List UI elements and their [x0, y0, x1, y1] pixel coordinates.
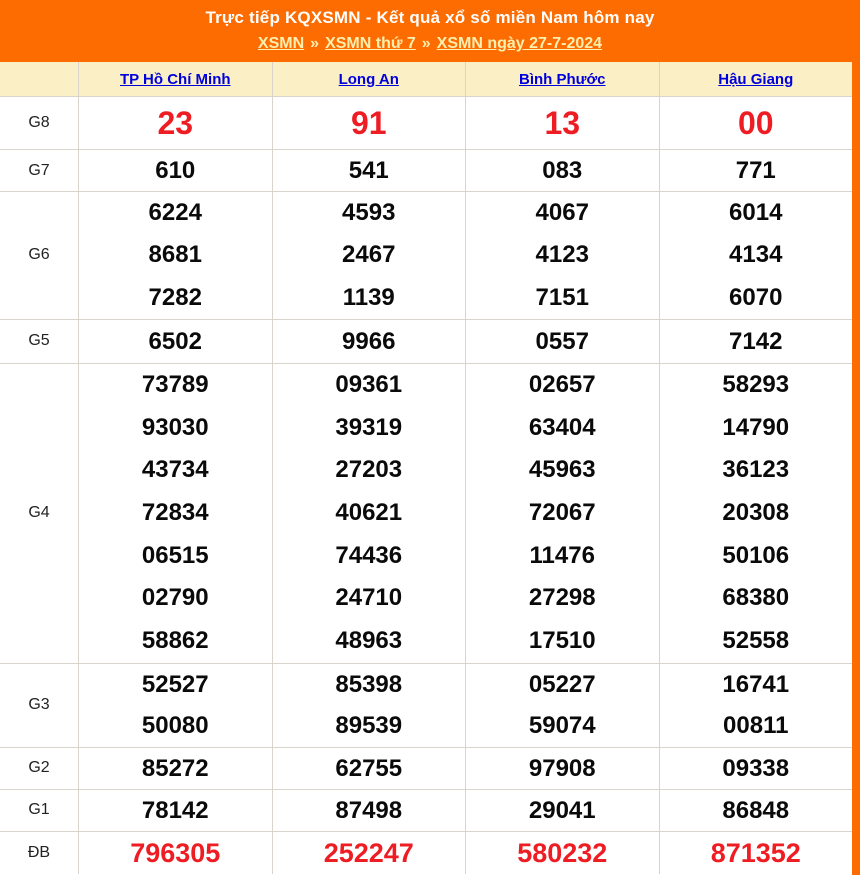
- prize-cell: [78, 790, 272, 831]
- prize-value: 871352: [710, 837, 801, 868]
- prize-value: 72067: [528, 498, 596, 526]
- prize-cell: [272, 150, 466, 191]
- prize-value: 252247: [323, 837, 414, 868]
- prize-value: 7142: [729, 327, 783, 355]
- prize-value: 78142: [141, 796, 209, 824]
- prize-value: 16741: [722, 670, 790, 698]
- prize-value: 4593: [342, 199, 396, 226]
- row-label: G8: [28, 114, 50, 131]
- prize-cell: [465, 320, 659, 363]
- prize-value: 68380: [722, 584, 790, 612]
- breadcrumb-link-xsmn[interactable]: XSMN: [257, 35, 305, 52]
- prize-cell: [272, 364, 466, 663]
- prize-value: 4067: [535, 199, 589, 226]
- prize-cell: [659, 832, 853, 874]
- breadcrumb-separator: »: [310, 35, 320, 52]
- table-row-9: [0, 832, 852, 874]
- prize-value: 796305: [130, 837, 221, 868]
- prize-cell: [78, 320, 272, 363]
- prize-value: 7151: [535, 283, 589, 311]
- prize-value: 0557: [535, 327, 589, 355]
- prize-value: 11476: [529, 541, 595, 569]
- prize-value: 29041: [528, 796, 596, 824]
- breadcrumb-link-xsmn-ngay[interactable]: XSMN ngày 27-7-2024: [436, 35, 603, 52]
- prize-value: 27203: [335, 456, 403, 484]
- prize-value: 40621: [335, 498, 403, 526]
- prize-cell: [659, 790, 853, 831]
- prize-cell: [465, 192, 659, 319]
- prize-cell: [465, 832, 659, 874]
- prize-cell: [659, 192, 853, 319]
- prize-value: 72834: [141, 498, 209, 526]
- prize-cell: [272, 748, 466, 789]
- prize-value: 63404: [528, 413, 596, 441]
- column-header-long-an[interactable]: Long An: [272, 62, 466, 96]
- prize-value: 771: [735, 157, 776, 184]
- prize-value: 58293: [722, 370, 790, 398]
- prize-cell: [272, 320, 466, 363]
- prize-value: 27298: [528, 584, 596, 612]
- prize-value: 580232: [517, 837, 608, 868]
- prize-value: 50080: [141, 712, 209, 740]
- prize-value: 06515: [141, 541, 209, 569]
- prize-value: 20308: [722, 498, 790, 526]
- prize-value: 6014: [729, 199, 783, 226]
- prize-value: 85272: [141, 754, 209, 782]
- prize-value: 4123: [535, 241, 589, 269]
- prize-value: 45963: [528, 456, 596, 484]
- prize-cell: [465, 150, 659, 191]
- prize-value: 02790: [141, 584, 209, 612]
- prize-value: 50106: [722, 541, 790, 569]
- prize-value: 05227: [528, 670, 596, 698]
- prize-value: 36123: [722, 456, 790, 484]
- breadcrumb-link-xsmn-thu-7[interactable]: XSMN thứ 7: [325, 35, 416, 52]
- prize-value: 6070: [729, 283, 783, 311]
- prize-value: 8681: [148, 241, 202, 269]
- prize-value: 09361: [335, 370, 403, 398]
- prize-cell: [465, 664, 659, 747]
- prize-value: 9966: [342, 327, 396, 355]
- prize-cell: [465, 790, 659, 831]
- table-row-6: [0, 664, 852, 748]
- row-label: G3: [28, 696, 50, 714]
- row-label: G7: [28, 161, 50, 179]
- prize-value: 62755: [335, 754, 403, 782]
- prize-value: 48963: [335, 627, 403, 655]
- prize-cell: [272, 790, 466, 831]
- prize-value: 39319: [335, 413, 403, 441]
- table-row-1: [0, 97, 852, 150]
- column-header-binh-phuoc[interactable]: Bình Phước: [465, 62, 659, 96]
- prize-value: 52527: [141, 670, 209, 698]
- prize-value: 6502: [148, 327, 202, 355]
- prize-cell: [465, 748, 659, 789]
- prize-value: 00811: [723, 712, 789, 740]
- prize-cell: [659, 748, 853, 789]
- prize-cell: [78, 664, 272, 747]
- prize-value: 09338: [722, 754, 790, 782]
- prize-cell: [659, 150, 853, 191]
- row-label: ĐB: [27, 843, 51, 861]
- prize-cell: [78, 192, 272, 319]
- prize-value: 14790: [722, 413, 790, 441]
- prize-cell: [659, 664, 853, 747]
- prize-value: 7282: [148, 283, 202, 311]
- table-row-2: [0, 150, 852, 192]
- prize-value: 93030: [141, 413, 209, 441]
- prize-value: 02657: [528, 370, 596, 398]
- row-label: G6: [28, 246, 50, 264]
- prize-value: 86848: [722, 796, 790, 824]
- column-header-hau-giang[interactable]: Hậu Giang: [659, 62, 853, 96]
- prize-cell: [659, 97, 853, 149]
- breadcrumb-separator: »: [421, 35, 431, 52]
- prize-cell: [272, 664, 466, 747]
- prize-value: 43734: [141, 456, 209, 484]
- prize-value: 13: [544, 105, 581, 141]
- prize-value: 91: [350, 105, 387, 141]
- prize-value: 89539: [335, 712, 403, 740]
- prize-value: 17510: [528, 627, 596, 655]
- prize-value: 541: [348, 157, 389, 184]
- table-body: [0, 97, 852, 874]
- prize-value: 52558: [722, 627, 790, 655]
- prize-value: 58862: [141, 627, 209, 655]
- prize-value: 59074: [528, 712, 596, 740]
- results-table: [0, 62, 852, 875]
- prize-value: 4134: [729, 241, 783, 269]
- page-header: [0, 0, 860, 62]
- table-row-8: [0, 790, 852, 832]
- row-label: G2: [28, 759, 50, 777]
- prize-cell: [78, 150, 272, 191]
- row-label: G4: [28, 504, 50, 522]
- prize-value: 87498: [335, 796, 403, 824]
- breadcrumb: [0, 33, 860, 55]
- page-title: Trực tiếp KQXSMN - Kết quả xổ số miền Nam hôm nay: [205, 8, 655, 27]
- row-label: G1: [28, 801, 50, 819]
- row-label: G5: [28, 332, 50, 350]
- table-row-5: [0, 364, 852, 664]
- prize-value: 97908: [528, 754, 596, 782]
- prize-value: 6224: [148, 199, 202, 226]
- prize-cell: [272, 192, 466, 319]
- table-row-7: [0, 748, 852, 790]
- prize-value: 083: [542, 157, 583, 184]
- prize-value: 74436: [335, 541, 403, 569]
- prize-value: 610: [155, 157, 196, 184]
- table-row-4: [0, 320, 852, 364]
- prize-value: 00: [737, 105, 774, 141]
- prize-cell: [78, 97, 272, 149]
- prize-value: 73789: [141, 370, 209, 398]
- prize-cell: [78, 832, 272, 874]
- prize-value: 23: [157, 105, 194, 141]
- prize-cell: [78, 364, 272, 663]
- prize-cell: [78, 748, 272, 789]
- column-header-tp-ho-chi-minh[interactable]: TP Hồ Chí Minh: [78, 62, 272, 96]
- prize-cell: [272, 832, 466, 874]
- prize-cell: [465, 364, 659, 663]
- prize-value: 85398: [335, 670, 403, 698]
- table-header-row: [0, 62, 852, 97]
- corner-cell: [0, 62, 78, 96]
- prize-value: 1139: [342, 283, 395, 311]
- prize-value: 2467: [342, 241, 396, 269]
- prize-value: 24710: [335, 584, 403, 612]
- prize-cell: [272, 97, 466, 149]
- prize-cell: [659, 364, 853, 663]
- prize-cell: [659, 320, 853, 363]
- prize-cell: [465, 97, 659, 149]
- table-row-3: [0, 192, 852, 320]
